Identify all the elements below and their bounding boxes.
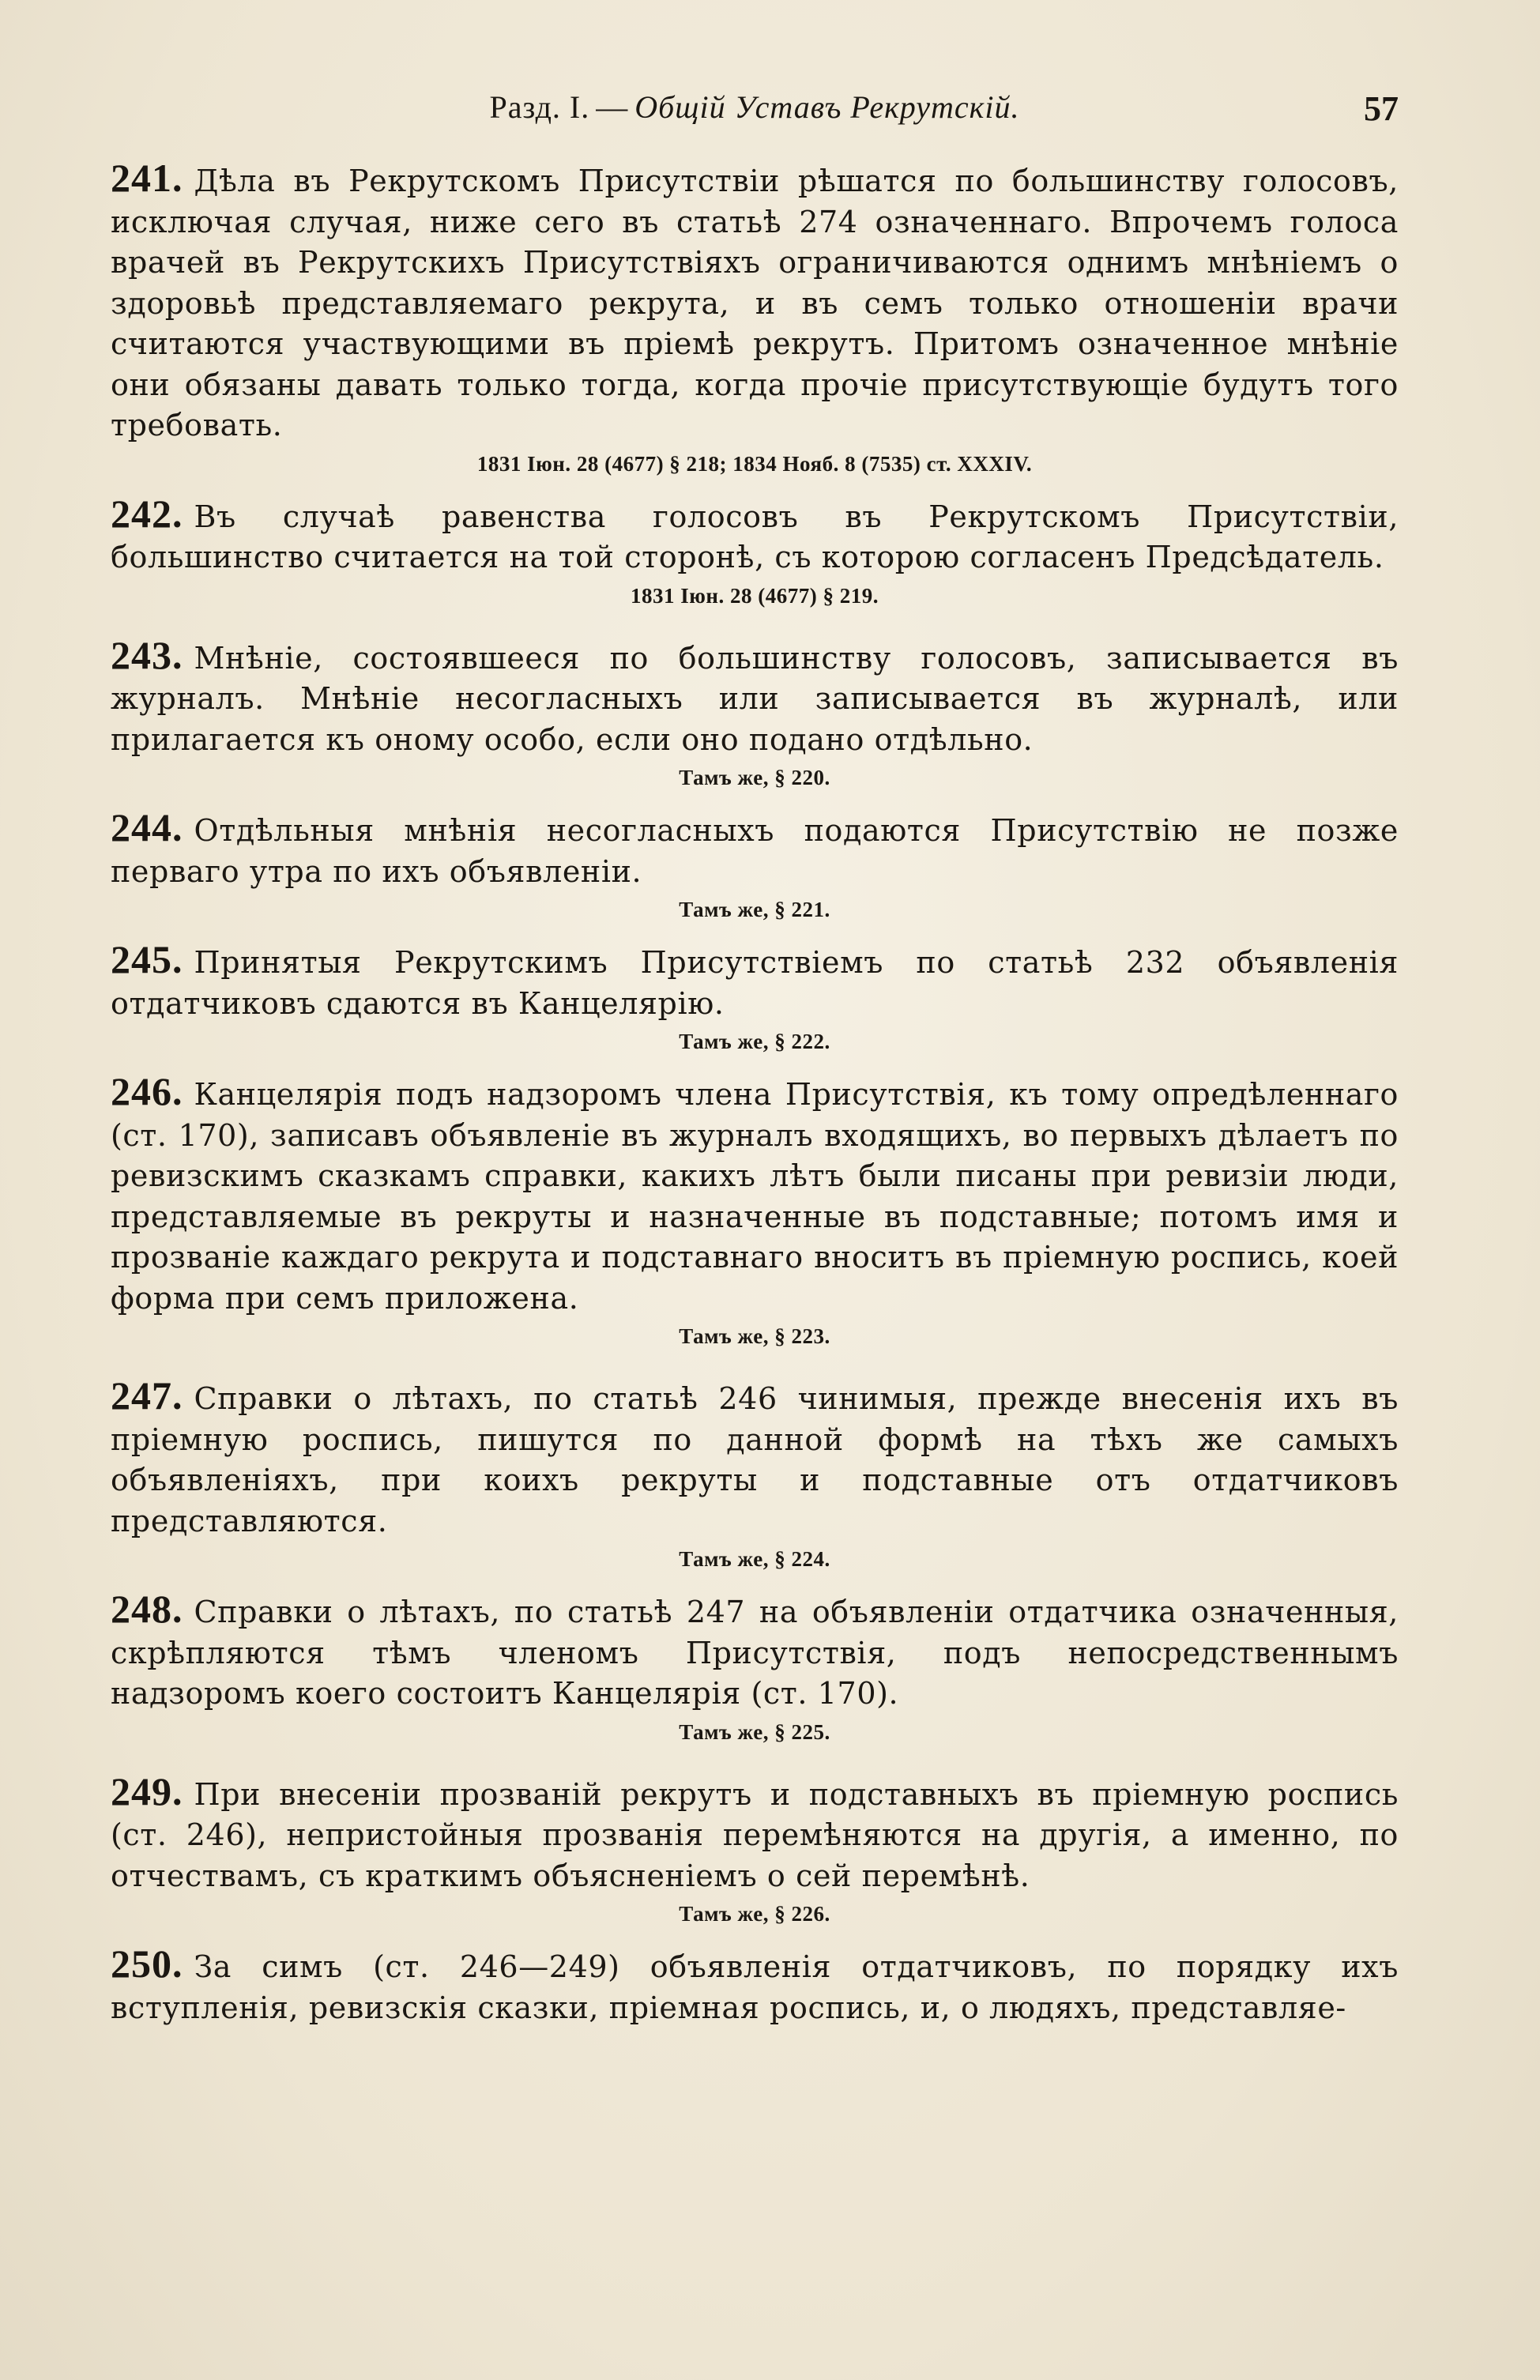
article-body: Справки о лѣтахъ, по статьѣ 246 чинимыя, прежде внесенія ихъ въ пріемную роспись, пишутся по данной формѣ на тѣхъ же самыхъ объявленіяхъ, при коихъ рекруты и подставные отъ отдатчиковъ представляются. xyxy=(111,1381,1399,1538)
article-text xyxy=(111,937,1399,1024)
section-label: Разд. I. xyxy=(489,89,590,125)
article-citation: Тамъ же, § 223. xyxy=(679,1324,830,1348)
article-250 xyxy=(111,1941,1399,2028)
article-body: Справки о лѣтахъ, по статьѣ 247 на объявленіи отдатчика означенныя, скрѣпляются тѣмъ членомъ Присутствія, подъ непосредственнымъ надзоромъ коего состоитъ Канцелярія (ст. 170). xyxy=(111,1595,1399,1711)
article-body: При внесеніи прозваній рекрутъ и подставныхъ въ пріемную роспись (ст. 246), непристойныя прозванія перемѣняются на другія, а именно, по отчествамъ, съ краткимъ объясненіемъ о сей перемѣнѣ. xyxy=(111,1776,1399,1893)
article-citation: Тамъ же, § 226. xyxy=(679,1902,830,1926)
article-number: 244. xyxy=(111,805,183,849)
article-248 xyxy=(111,1589,1399,1748)
running-head xyxy=(111,88,1399,126)
article-243 xyxy=(111,632,1399,794)
article-text xyxy=(111,805,1399,892)
article-text xyxy=(111,491,1399,578)
article-249 xyxy=(111,1768,1399,1930)
page-header xyxy=(111,88,1399,136)
article-242 xyxy=(111,491,1399,612)
page-number: 57 xyxy=(1364,89,1399,128)
article-citation: 1831 Іюн. 28 (4677) § 218; 1834 Нояб. 8 (7535) ст. XXXIV. xyxy=(476,451,1033,476)
article-text xyxy=(111,1941,1399,2028)
article-body: За симъ (ст. 246—249) объявленія отдатчиковъ, по порядку ихъ вступленія, ревизскія сказки, пріемная роспись, и, о людяхъ, представляе- xyxy=(111,1949,1399,2025)
article-text xyxy=(111,1071,1399,1319)
article-text xyxy=(111,632,1399,761)
article-text xyxy=(111,158,1399,446)
article-text xyxy=(111,1589,1399,1715)
article-247 xyxy=(111,1373,1399,1575)
article-text xyxy=(111,1768,1399,1897)
header-title: Общій Уставъ Рекрутскій. xyxy=(634,89,1020,125)
article-241 xyxy=(111,158,1399,480)
article-number: 241. xyxy=(111,156,183,200)
header-separator: — xyxy=(596,89,629,125)
article-number: 249. xyxy=(111,1768,183,1813)
article-body: Въ случаѣ равенства голосовъ въ Рекрутскомъ Присутствіи, большинство считается на той сторонѣ, съ которою согласенъ Предсѣдатель. xyxy=(111,499,1399,574)
article-number: 242. xyxy=(111,491,183,536)
article-246 xyxy=(111,1071,1399,1352)
article-citation: 1831 Іюн. 28 (4677) § 219. xyxy=(631,583,879,608)
article-body: Принятыя Рекрутскимъ Присутствіемъ по статьѣ 232 объявленія отдатчиковъ сдаются въ Канцелярію. xyxy=(111,945,1399,1021)
article-body: Отдѣльныя мнѣнія несогласныхъ подаются Присутствію не позже перваго утра по ихъ объявленіи. xyxy=(111,813,1399,889)
article-body: Дѣла въ Рекрутскомъ Присутствіи рѣшатся по большинству голосовъ, исключая случая, ниже сего въ статьѣ 274 означеннаго. Впрочемъ голоса врачей въ Рекрутскихъ Присутствіяхъ ограничиваются однимъ мнѣніемъ о здоровьѣ представляемаго рекрута, и въ семъ только отношеніи врачи считаются участвующими въ пріемѣ рекрутъ. Притомъ означенное мнѣніе они обязаны давать только тогда, когда прочіе присутствующіе будутъ того требовать. xyxy=(111,164,1399,442)
article-number: 250. xyxy=(111,1941,183,1986)
article-number: 243. xyxy=(111,632,183,677)
page-content xyxy=(111,158,1399,2028)
article-citation: Тамъ же, § 221. xyxy=(679,898,830,921)
article-text xyxy=(111,1373,1399,1542)
article-citation: Тамъ же, § 222. xyxy=(679,1030,830,1053)
article-244 xyxy=(111,805,1399,925)
article-citation: Тамъ же, § 224. xyxy=(679,1547,830,1571)
article-number: 246. xyxy=(111,1069,183,1113)
article-245 xyxy=(111,937,1399,1057)
article-body: Канцелярія подъ надзоромъ члена Присутствія, къ тому опредѣленнаго (ст. 170), записавъ объявленіе въ журналъ входящихъ, во первыхъ дѣлаетъ по ревизскимъ сказкамъ справки, какихъ лѣтъ были писаны при ревизіи люди, представляемые въ рекруты и назначенные въ подставные; потомъ имя и прозваніе каждаго рекрута и подставнаго вноситъ въ пріемную роспись, коей форма при семъ приложена. xyxy=(111,1077,1399,1316)
article-citation: Тамъ же, § 220. xyxy=(679,766,830,789)
article-body: Мнѣніе, состоявшееся по большинству голосовъ, записывается въ журналъ. Мнѣніе несогласныхъ или записывается въ журналѣ, или прилагается къ оному особо, если оно подано отдѣльно. xyxy=(111,640,1399,757)
article-number: 247. xyxy=(111,1373,183,1418)
article-citation: Тамъ же, § 225. xyxy=(679,1719,830,1744)
article-number: 245. xyxy=(111,937,183,981)
article-number: 248. xyxy=(111,1587,183,1631)
